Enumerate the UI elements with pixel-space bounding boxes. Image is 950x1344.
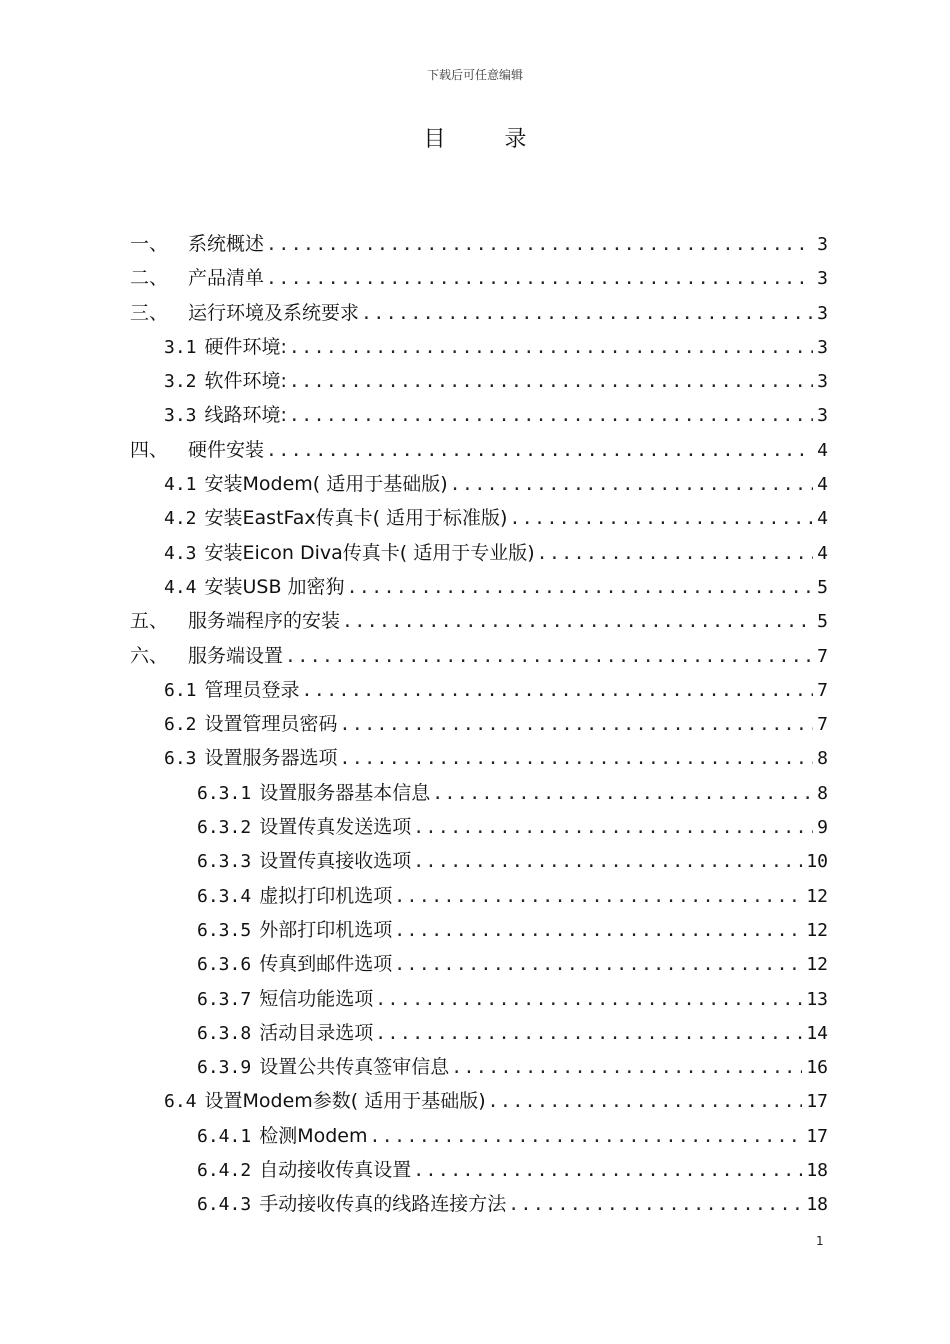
- toc-dot-leader: [394, 886, 802, 907]
- toc-entry-title: 服务端程序的安装: [188, 610, 341, 633]
- toc-entry-title: 设置管理员密码: [204, 713, 338, 736]
- toc-entry-number: 6.3.7: [197, 988, 252, 1010]
- toc-entry[interactable]: [130, 469, 828, 503]
- toc-entry-title: 产品清单: [188, 267, 265, 290]
- toc-dot-leader: [285, 646, 813, 667]
- toc-dot-leader: [508, 1194, 802, 1215]
- toc-entry-page: 4: [817, 439, 828, 461]
- toc-entry[interactable]: [130, 1121, 828, 1155]
- toc-entry-number: 6.3.2: [197, 817, 252, 839]
- toc-entry-title: 虚拟打印机选项: [259, 884, 393, 907]
- toc-entry-title: 运行环境及系统要求: [188, 301, 360, 324]
- toc-entry-page: 3: [817, 405, 828, 427]
- toc-entry-title: 软件环境:: [204, 370, 287, 393]
- toc-entry-number: 三、: [130, 301, 169, 324]
- toc-entry[interactable]: [130, 881, 828, 915]
- toc-entry-number: 6.4: [164, 1091, 197, 1113]
- toc-dot-leader: [375, 1023, 802, 1044]
- toc-entry-page: 7: [817, 714, 828, 736]
- toc-entry-page: 3: [817, 371, 828, 393]
- toc-entry-number: 六、: [130, 644, 169, 667]
- toc-entry[interactable]: [130, 949, 828, 983]
- toc-entry-page: 7: [817, 645, 828, 667]
- toc-entry-page: 12: [806, 919, 828, 941]
- toc-entry-title: 设置传真发送选项: [259, 816, 412, 839]
- toc-entry-number: 6.3.5: [197, 919, 252, 941]
- toc-entry-number: 6.3.3: [197, 851, 252, 873]
- toc-entry-title: 设置Modem参数( 适用于基础版): [204, 1090, 486, 1113]
- toc-entry-title: 系统概述: [188, 233, 265, 255]
- footer-page-number: 1: [816, 1234, 824, 1248]
- toc-title: 目 录: [423, 127, 553, 152]
- toc-entry-number: 6.1: [164, 679, 197, 701]
- toc-entry-number: 3.2: [164, 371, 197, 393]
- toc-dot-leader: [450, 474, 813, 495]
- toc-dot-leader: [432, 783, 813, 804]
- toc-entry-number: 四、: [130, 438, 169, 461]
- toc-dot-leader: [266, 268, 813, 289]
- toc-entry[interactable]: [130, 743, 828, 777]
- toc-entry-page: 3: [817, 336, 828, 358]
- toc-entry-page: 4: [817, 542, 828, 564]
- toc-entry[interactable]: [130, 1052, 828, 1086]
- toc-dot-leader: [340, 748, 814, 769]
- toc-entry[interactable]: [130, 229, 828, 263]
- toc-dot-leader: [289, 337, 813, 358]
- toc-dot-leader: [488, 1091, 803, 1112]
- toc-entry[interactable]: [130, 915, 828, 949]
- toc-dot-leader: [413, 1160, 802, 1181]
- toc-entry-number: 4.1: [164, 474, 197, 496]
- toc-entry[interactable]: [130, 538, 828, 572]
- toc-entry-number: 6.4.2: [197, 1160, 252, 1182]
- toc-entry[interactable]: [130, 812, 828, 846]
- toc-entry[interactable]: [130, 572, 828, 606]
- toc-entry-page: 5: [817, 611, 828, 633]
- toc-entry-title: 设置服务器基本信息: [259, 781, 431, 804]
- toc-entry-number: 4.2: [164, 508, 197, 530]
- toc-entry-title: 传真到邮件选项: [259, 953, 393, 976]
- toc-entry-title: 管理员登录: [204, 678, 300, 701]
- toc-entry[interactable]: [130, 298, 828, 332]
- toc-entry[interactable]: [130, 332, 828, 366]
- toc-dot-leader: [361, 303, 813, 324]
- toc-entry-title: 硬件环境:: [204, 335, 287, 358]
- toc-entry-page: 3: [817, 234, 828, 255]
- toc-entry-page: 9: [817, 817, 828, 839]
- toc-entry-title: 安装Modem( 适用于基础版): [204, 473, 448, 496]
- toc-entry-page: 3: [817, 268, 828, 290]
- toc-entry-number: 一、: [130, 233, 169, 255]
- toc-entry[interactable]: [130, 503, 828, 537]
- toc-dot-leader: [509, 508, 813, 529]
- toc-dot-leader: [537, 543, 814, 564]
- toc-entry-page: 8: [817, 782, 828, 804]
- toc-dot-leader: [369, 1126, 802, 1147]
- toc-entry-number: 3.3: [164, 405, 197, 427]
- toc-dot-leader: [289, 371, 813, 392]
- toc-entry-page: 4: [817, 474, 828, 496]
- toc-entry-page: 18: [806, 1194, 828, 1216]
- toc-dot-leader: [266, 234, 813, 255]
- toc-entry-page: 14: [806, 1022, 828, 1044]
- toc-entry[interactable]: [130, 1086, 828, 1120]
- toc-entry-page: 18: [806, 1160, 828, 1182]
- toc-entry-title: 安装EastFax传真卡( 适用于标准版): [204, 507, 508, 530]
- toc-entry[interactable]: [130, 846, 828, 880]
- toc-dot-leader: [394, 954, 802, 975]
- toc-entry-page: 16: [806, 1057, 828, 1079]
- toc-entry-number: 6.3.1: [197, 782, 252, 804]
- toc-entry[interactable]: [130, 400, 828, 434]
- toc-entry-title: 手动接收传真的线路连接方法: [259, 1193, 507, 1216]
- toc-entry[interactable]: [130, 984, 828, 1018]
- toc-dot-leader: [340, 714, 814, 735]
- toc-entry-title: 活动目录选项: [259, 1021, 374, 1044]
- toc-dot-leader: [289, 405, 813, 426]
- toc-entry-title: 外部打印机选项: [259, 918, 393, 941]
- toc-entry-page: 7: [817, 679, 828, 701]
- toc-entry-page: 10: [806, 851, 828, 873]
- toc-dot-leader: [302, 680, 814, 701]
- toc-entry[interactable]: [130, 778, 828, 812]
- toc-dot-leader: [413, 851, 802, 872]
- toc-dot-leader: [342, 611, 813, 632]
- toc-entry-number: 6.3.4: [197, 885, 252, 907]
- toc-dot-leader: [347, 577, 814, 598]
- toc-entry[interactable]: [130, 1155, 828, 1189]
- toc-entry-page: 12: [806, 954, 828, 976]
- toc-entry[interactable]: [130, 606, 828, 640]
- toc-dot-leader: [451, 1057, 802, 1078]
- toc-entry-title: 检测Modem: [259, 1124, 368, 1147]
- toc-entry[interactable]: [130, 641, 828, 675]
- toc-entry-title: 硬件安装: [188, 438, 265, 461]
- toc-entry-title: 安装Eicon Diva传真卡( 适用于专业版): [204, 541, 535, 564]
- toc-entry-title: 安装USB 加密狗: [204, 575, 345, 598]
- toc-entry-number: 6.3: [164, 748, 197, 770]
- toc-entry-page: 17: [806, 1091, 828, 1113]
- toc-entry[interactable]: [130, 1018, 828, 1052]
- toc-entry-page: 5: [817, 576, 828, 598]
- toc-entry-page: 3: [817, 302, 828, 324]
- toc-entry-page: 13: [806, 988, 828, 1010]
- toc-entry-number: 4.4: [164, 576, 197, 598]
- toc-entry-number: 6.4.3: [197, 1194, 252, 1216]
- toc-entry[interactable]: [130, 366, 828, 400]
- table-of-contents: [130, 229, 828, 1224]
- toc-entry-number: 4.3: [164, 542, 197, 564]
- toc-entry[interactable]: [130, 709, 828, 743]
- header-note: 下载后可任意编辑: [426, 68, 523, 82]
- toc-dot-leader: [394, 920, 802, 941]
- toc-entry-title: 设置公共传真签审信息: [259, 1056, 450, 1079]
- toc-entry[interactable]: [130, 435, 828, 469]
- toc-entry-number: 3.1: [164, 336, 197, 358]
- toc-entry-title: 短信功能选项: [259, 987, 374, 1010]
- toc-entry[interactable]: [130, 263, 828, 297]
- toc-entry-number: 6.3.8: [197, 1022, 252, 1044]
- toc-entry-title: 服务端设置: [188, 644, 284, 667]
- toc-entry-number: 6.2: [164, 714, 197, 736]
- toc-entry-number: 6.4.1: [197, 1125, 252, 1147]
- toc-dot-leader: [375, 989, 802, 1010]
- toc-entry-number: 二、: [130, 267, 169, 290]
- toc-entry-title: 设置服务器选项: [204, 747, 338, 770]
- toc-entry[interactable]: [130, 675, 828, 709]
- toc-entry-number: 6.3.6: [197, 954, 252, 976]
- toc-entry-number: 6.3.9: [197, 1057, 252, 1079]
- toc-entry-page: 17: [806, 1125, 828, 1147]
- toc-entry-page: 4: [817, 508, 828, 530]
- toc-entry-title: 线路环境:: [204, 404, 287, 427]
- toc-entry-page: 8: [817, 748, 828, 770]
- toc-dot-leader: [266, 440, 813, 461]
- toc-entry-title: 自动接收传真设置: [259, 1159, 412, 1182]
- toc-dot-leader: [413, 817, 813, 838]
- toc-entry-page: 12: [806, 885, 828, 907]
- toc-entry[interactable]: [130, 1189, 828, 1223]
- toc-entry-title: 设置传真接收选项: [259, 850, 412, 873]
- toc-entry-number: 五、: [130, 610, 169, 633]
